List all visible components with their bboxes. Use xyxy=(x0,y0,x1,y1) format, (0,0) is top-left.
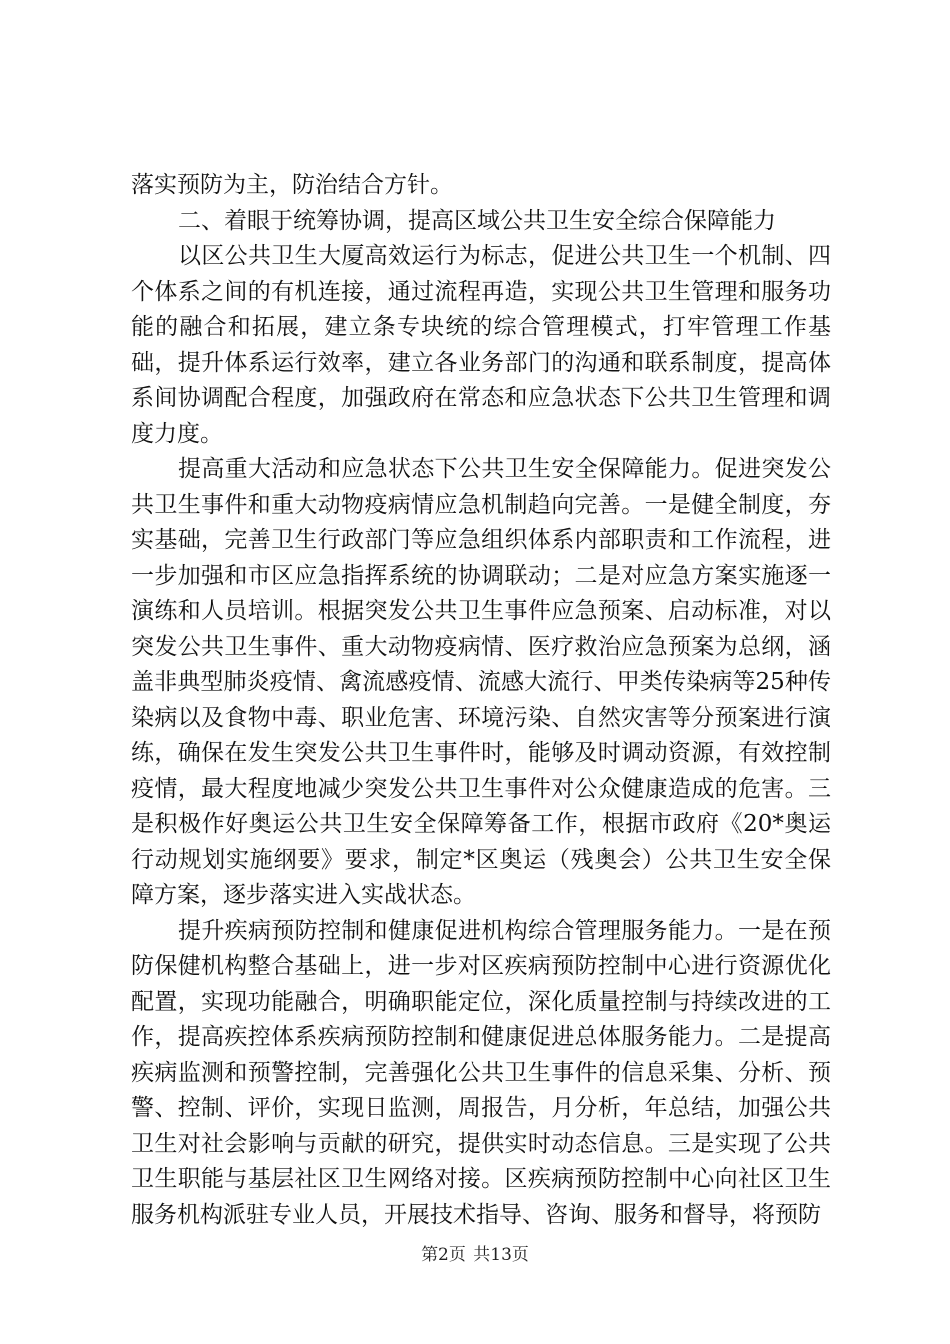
paragraph: 提高重大活动和应急状态下公共卫生安全保障能力。促进突发公共卫生事件和重大动物疫病情应急机制趋向完善。一是健全制度，夯实基础，完善卫生行政部门等应急组织体系内部职责和工作流程，进一步加强和市区应急指挥系统的协调联动；二是对应急方案实施逐一演练和人员培训。根据突发公共卫生事件应急预案、启动标准，对以突发公共卫生事件、重大动物疫病情、医疗救治应急预案为总纲，涵盖非典型肺炎疫情、禽流感疫情、流感大流行、甲类传染病等25种传染病以及食物中毒、职业危害、环境污染、自然灾害等分预案进行演练，确保在发生突发公共卫生事件时，能够及时调动资源，有效控制疫情，最大程度地减少突发公共卫生事件对公众健康造成的危害。三是积极作好奥运公共卫生安全保障筹备工作，根据市政府《20*奥运行动规划实施纲要》要求，制定*区奥运（残奥会）公共卫生安全保障方案，逐步落实进入实战状态。 xyxy=(131,456,831,908)
paragraph: 以区公共卫生大厦高效运行为标志，促进公共卫生一个机制、四个体系之间的有机连接，通过流程再造，实现公共卫生管理和服务功能的融合和拓展，建立条专块统的综合管理模式，打牢管理工作基础，提升体系运行效率，建立各业务部门的沟通和联系制度，提高体系间协调配合程度，加强政府在常态和应急状态下公共卫生管理和调度力度。 xyxy=(131,243,831,447)
paragraph: 提升疾病预防控制和健康促进机构综合管理服务能力。一是在预防保健机构整合基础上，进一步对区疾病预防控制中心进行资源优化配置，实现功能融合，明确职能定位，深化质量控制与持续改进的工作，提高疾控体系疾病预防控制和健康促进总体服务能力。二是提高疾病监测和预警控制，完善强化公共卫生事件的信息采集、分析、预警、控制、评价，实现日监测，周报告，月分析，年总结，加强公共卫生对社会影响与贡献的研究，提供实时动态信息。三是实现了公共卫生职能与基层社区卫生网络对接。区疾病预防控制中心向社区卫生服务机构派驻专业人员，开展技术指导、咨询、服务和督导，将预防 xyxy=(131,917,831,1228)
section-heading: 二、着眼于统筹协调，提高区域公共卫生安全综合保障能力 xyxy=(178,207,776,234)
document-body xyxy=(131,168,831,1233)
page-footer: 第2页 共13页 xyxy=(421,1245,529,1265)
paragraph-continuation: 落实预防为主，防治结合方针。 xyxy=(131,172,453,198)
